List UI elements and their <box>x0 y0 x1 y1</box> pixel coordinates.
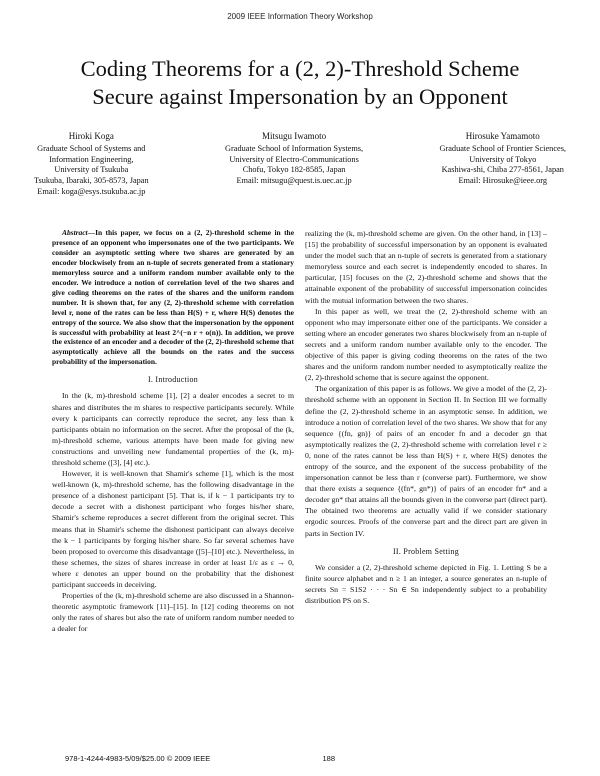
author-email: Email: koga@esys.tsukuba.ac.jp <box>37 186 146 196</box>
affiliation-line: Graduate School of Frontier Sciences, <box>439 143 566 153</box>
affiliation-line: Tsukuba, Ibaraki, 305-8573, Japan <box>34 176 149 186</box>
left-column <box>52 228 294 635</box>
paper-title <box>40 55 560 111</box>
paragraph: In the (k, m)-threshold scheme [1], [2] a dealer encodes a secret to m shares and distributes the m shares to respective participants securely. While every k participants can correctly reproduce the secret, any less than k participants obtain no information on the secret. After the proposal of the (k, m)-threshold scheme, various attempts have been made for giving new constructions and unveiling new fundamental properties of the (k, m)-threshold scheme ([3], [4] etc.). <box>52 391 294 467</box>
section-heading-problem-setting: II. Problem Setting <box>393 546 459 556</box>
title-line-1: Coding Theorems for a (2, 2)-Threshold Scheme <box>80 56 520 81</box>
abstract-label: Abstract <box>62 228 88 237</box>
author-name: Hiroki Koga <box>68 131 114 141</box>
page-footer <box>65 754 335 763</box>
paragraph: realizing the (k, m)-threshold scheme are given. On the other hand, in [13] – [15] the probability of successful impersonation by an opponent is evaluated under the model such that an n-tuple of secrets is generated from a stationary memoryless source and each secret is independently encoded to shares. In particular, [15] focuses on the (2, 2)-threshold scheme and shows that the attainable exponent of the probability of successful impersonation coincides with the mutual information between the two shares. <box>305 229 547 305</box>
author-email: Email: Hirosuke@ieee.org <box>458 176 548 186</box>
page-number: 188 <box>322 754 335 763</box>
author-name: Mitsugu Iwamoto <box>261 131 327 141</box>
isbn-notice: 978-1-4244-4983-5/09/$25.00 © 2009 IEEE <box>65 754 211 763</box>
affiliation-line: Graduate School of Information Systems, <box>225 143 364 153</box>
author-1 <box>34 131 149 198</box>
abstract-text: —In this paper, we focus on a (2, 2)-threshold scheme in the presence of an opponent who impersonates one of the two participants. We consider an asymptotic setting where two shares are generated by an encoder blockwisely from an n-tuple of secrets generated from a stationary memoryless source and a uniform random number available only to the encoder. We introduce a notion of correlation level of the two shares and give coding theorems on the rates of the shares and the uniform random number. It is shown that, for any (2, 2)-threshold scheme with correlation level r, none of the rates can be less than H(S) + r, where H(S) denotes the entropy of the source. We also show that the impersonation by the opponent is successful with probability at least 2^(−n r + o(n)). In addition, we prove the existence of an encoder and a decoder of the (2, 2)-threshold scheme that asymptotically achieve all the bounds on the rates and the success probability of the impersonation. <box>52 228 294 367</box>
affiliation-line: University of Tokyo <box>469 154 537 164</box>
affiliation-line: Graduate School of Systems and <box>37 143 146 153</box>
affiliation-line: University of Tsukuba <box>54 165 129 175</box>
author-2 <box>225 131 363 198</box>
author-block <box>34 131 566 198</box>
paragraph: However, it is well-known that Shamir's scheme [1], which is the most well-known (k, m)-threshold scheme, has the following disadvantage in the presence of a dishonest participant [5]. That is, if k − 1 participants try to decode a secret with a dishonest participant who forges his/her share, Shamir's scheme reproduces a secret different from the original secret. This means that in Shamir's scheme the dishonest participant can always deceive the k − 1 participants by forging his/her share. So far several schemes have been proposed to overcome this disadvantage ([5]–[10] etc.). Nevertheless, in these schemes, the sizes of shares increase in order at least 1/ε as ε → 0, where ε denotes an upper bound on the probability that the dishonest participant succeeds in deceiving. <box>52 469 294 590</box>
section-heading-introduction: I. Introduction <box>147 375 199 385</box>
affiliation-line: Kashiwa-shi, Chiba 277-8561, Japan <box>441 165 564 175</box>
author-name: Hirosuke Yamamoto <box>465 131 540 141</box>
title-line-2: Secure against Impersonation by an Opponent <box>92 84 508 109</box>
author-email: Email: mitsugu@quest.is.uec.ac.jp <box>236 176 352 186</box>
paragraph: We consider a (2, 2)-threshold scheme depicted in Fig. 1. Letting S be a finite source alphabet and n ≥ 1 an integer, a source generates an n-tuple of secrets Sn = S1S2 · · · Sn ∈ Sn independently subject to a probability distribution PS on S. <box>305 562 547 605</box>
paragraph: In this paper as well, we treat the (2, 2)-threshold scheme with an opponent who may impersonate either one of the participants. We consider a setting where an encoder generates two shares blockwisely from an n-tuple of secrets and a uniform random number available only to the encoder. The objective of this paper is giving coding theorems on the rates of the two shares and the uniform random number needed to asymptotically realize the (2, 2)-threshold scheme that is secure against the opponent. <box>305 306 547 383</box>
abstract <box>52 228 294 367</box>
workshop-header: 2009 IEEE Information Theory Workshop <box>227 12 373 21</box>
paragraph: The organization of this paper is as follows. We give a model of the (2, 2)-threshold scheme with an opponent in Section II. In Section III we formally define the (2, 2)-threshold scheme in an asymptotic sense. In addition, we introduce a notion of correlation level of the two shares. We show that for any sequence {(fn, gn)} of pairs of an encoder fn and a decoder gn that asymptotically realizes the (2, 2)-threshold scheme with correlation level r ≥ 0, none of the rates cannot be less than H(S) + r, where H(S) denotes the entropy of the source, and the exponent of the success probability of the impersonation cannot be less than r (converse part). Furthermore, we show that there exists a sequence {(fn*, gn*)} of pairs of an encoder fn* and a decoder gn* that attains all the bounds given in the converse part (direct part). The obtained two theorems are actually valid if we consider stationary ergodic sources. Proofs of the converse part and the direct part are given in parts in Section IV. <box>305 384 547 538</box>
right-column <box>305 228 547 606</box>
paragraph: Properties of the (k, m)-threshold scheme are also discussed in a Shannon-theoretic asymptotic framework [11]–[15]. In [12] coding theorems on not only the rates of shares but also the rate of uniform random number needed to a dealer for <box>52 591 294 634</box>
author-3 <box>440 131 567 198</box>
affiliation-line: University of Electro-Communications <box>229 154 359 164</box>
affiliation-line: Information Engineering, <box>49 154 134 164</box>
affiliation-line: Chofu, Tokyo 182-8585, Japan <box>242 165 346 175</box>
